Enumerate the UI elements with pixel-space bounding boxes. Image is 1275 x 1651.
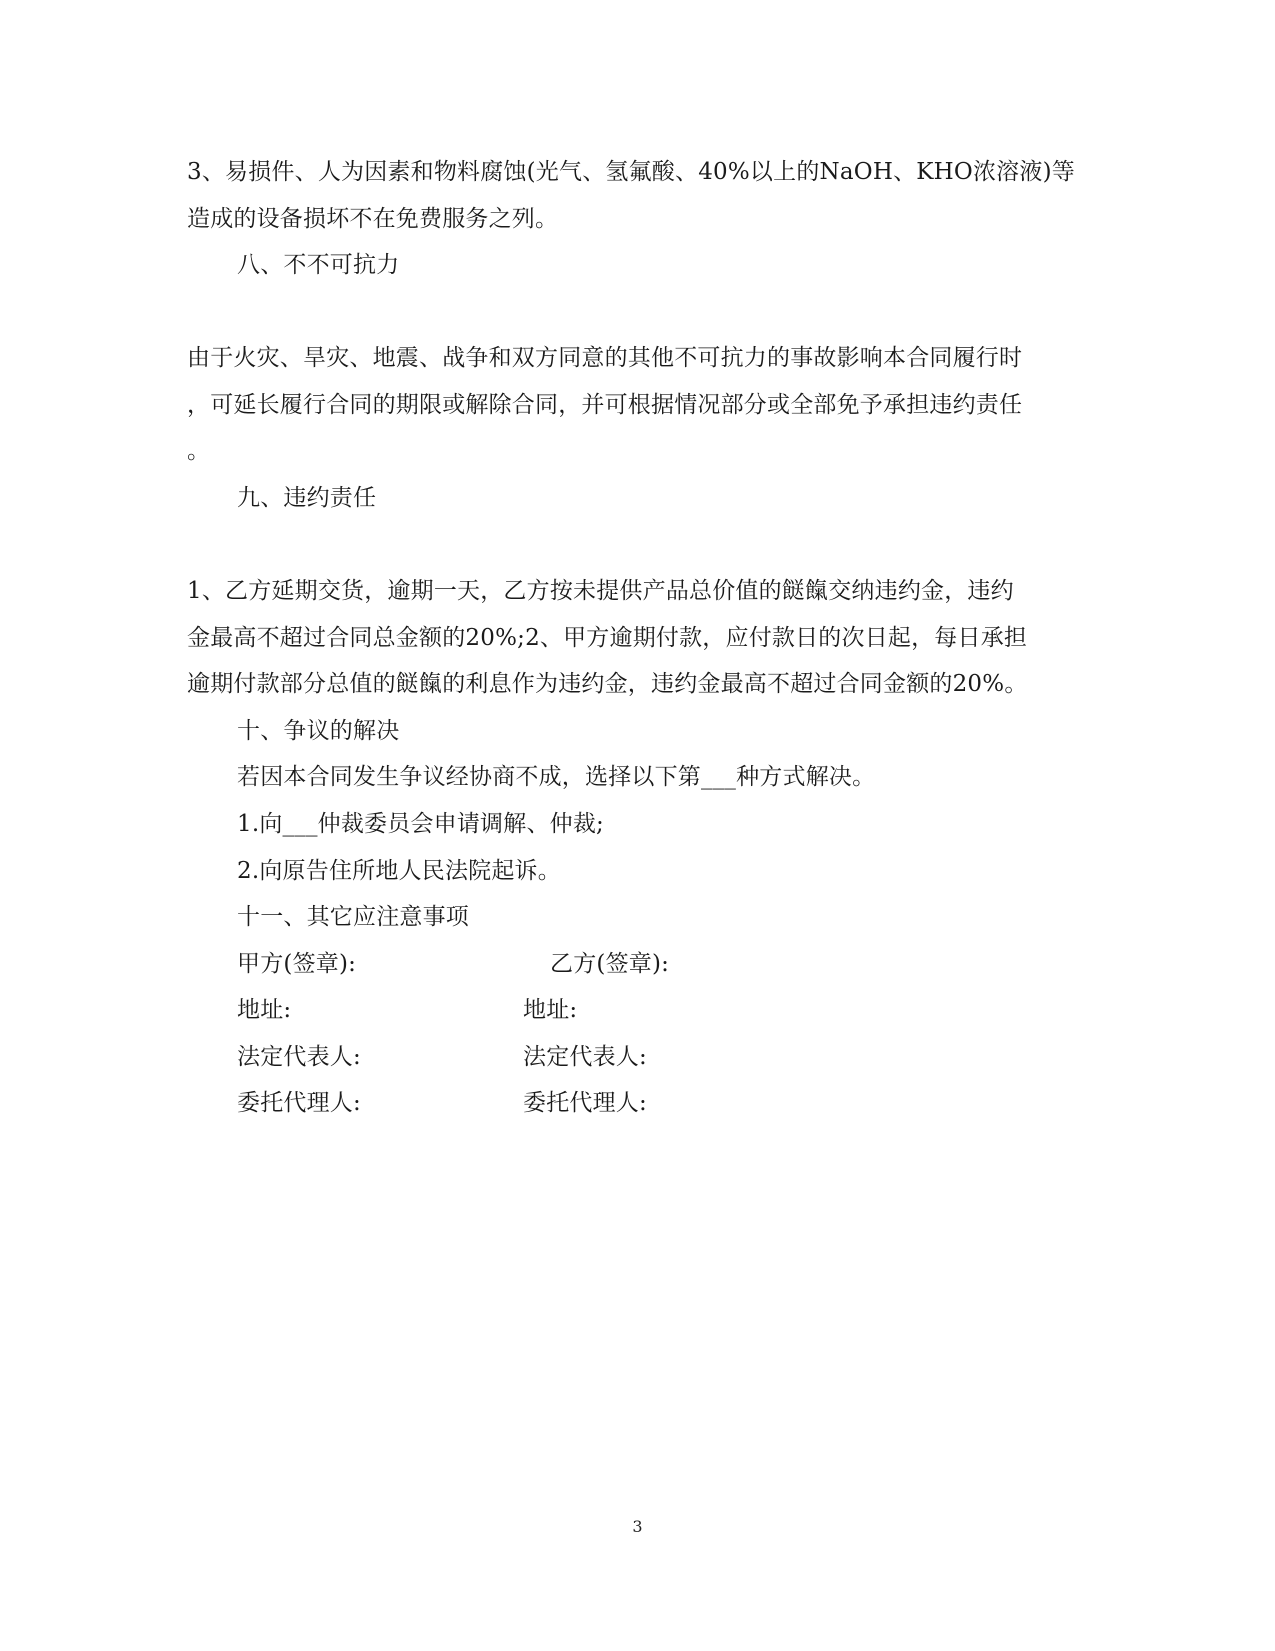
section8-paragraph-line-3: 。 bbox=[187, 438, 211, 464]
item3-line-1: 3、易损件、人为因素和物料腐蚀(光气、氢氟酸、40%以上的NaOH、KHO浓溶液)等 bbox=[187, 159, 1075, 185]
section11-heading: 十一、其它应注意事项 bbox=[237, 904, 469, 930]
party-b-seal-label: 乙方(签章): bbox=[550, 951, 670, 977]
party-b-agent-label: 委托代理人: bbox=[523, 1090, 647, 1116]
section9-paragraph-line-3: 逾期付款部分总值的餸餼的利息作为违约金，违约金最高不超过合同金额的20%。 bbox=[187, 671, 1028, 697]
party-a-address-label: 地址: bbox=[237, 997, 292, 1023]
section8-paragraph-line-2: ，可延长履行合同的期限或解除合同，并可根据情况部分或全部免予承担违约责任 bbox=[187, 392, 1023, 418]
section8-paragraph-line-1: 由于火灾、旱灾、地震、战争和双方同意的其他不可抗力的事故影响本合同履行时 bbox=[187, 345, 1023, 371]
party-a-legal-rep-label: 法定代表人: bbox=[237, 1044, 361, 1070]
section9-heading: 九、违约责任 bbox=[237, 485, 377, 511]
section10-option-2: 2.向原告住所地人民法院起诉。 bbox=[237, 858, 561, 884]
section9-paragraph-line-2: 金最高不超过合同总金额的20%;2、甲方逾期付款，应付款日的次日起，每日承担 bbox=[187, 625, 1028, 651]
party-b-address-label: 地址: bbox=[523, 997, 578, 1023]
section8-heading: 八、不不可抗力 bbox=[237, 252, 400, 278]
section10-option-1: 1.向___仲裁委员会申请调解、仲裁; bbox=[237, 811, 604, 837]
item3-line-2: 造成的设备损坏不在免费服务之列。 bbox=[187, 206, 559, 232]
party-a-seal-label: 甲方(签章): bbox=[237, 951, 357, 977]
party-b-legal-rep-label: 法定代表人: bbox=[523, 1044, 647, 1070]
party-a-agent-label: 委托代理人: bbox=[237, 1090, 361, 1116]
page-number: 3 bbox=[632, 1517, 643, 1536]
section10-intro: 若因本合同发生争议经协商不成，选择以下第___种方式解决。 bbox=[237, 764, 876, 790]
section9-paragraph-line-1: 1、乙方延期交货，逾期一天，乙方按未提供产品总价值的餸餼交纳违约金，违约 bbox=[187, 578, 1014, 604]
section10-heading: 十、争议的解决 bbox=[237, 718, 400, 744]
